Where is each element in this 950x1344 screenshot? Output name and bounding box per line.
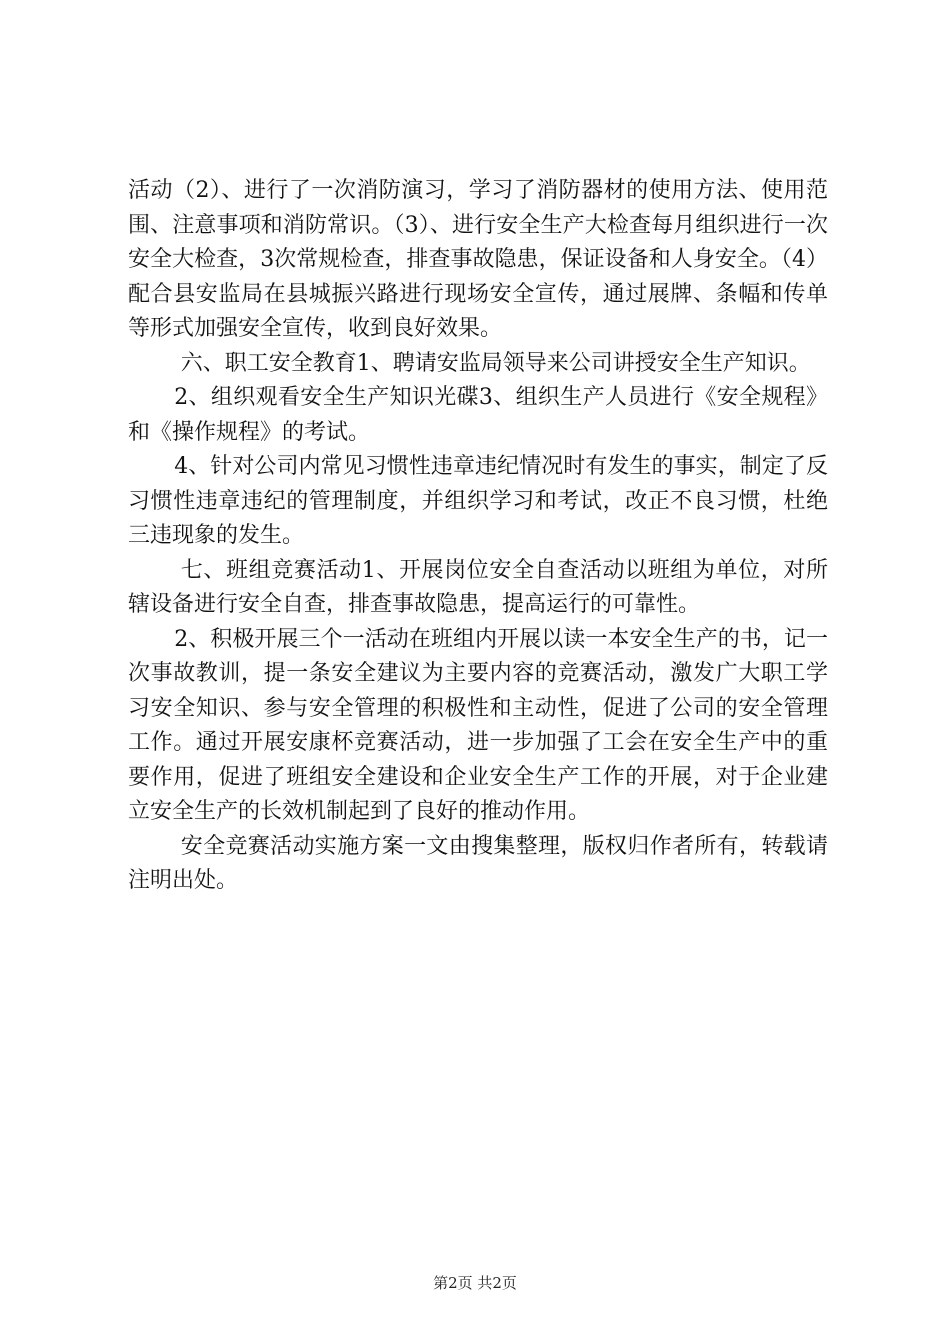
paragraph-training-video-exam: 2、组织观看安全生产知识光碟3、组织生产人员进行《安全规程》和《操作规程》的考试。 <box>128 385 828 445</box>
document-body <box>128 174 828 899</box>
paragraph-violation-management: 4、针对公司内常见习惯性违章违纪情况时有发生的事实，制定了反习惯性违章违纪的管理制度，并组织学习和考试，改正不良习惯，杜绝三违现象的发生。 <box>128 454 828 548</box>
page-number-footer: 第2页 共2页 <box>433 1274 517 1292</box>
paragraph-three-ones-activity: 2、积极开展三个一活动在班组内开展以读一本安全生产的书，记一次事故教训，提一条安全建议为主要内容的竞赛活动，激发广大职工学习安全知识、参与安全管理的积极性和主动性，促进了公司的安全管理工作。通过开展安康杯竞赛活动，进一步加强了工会在安全生产中的重要作用，促进了班组安全建设和企业安全生产工作的开展，对于企业建立安全生产的长效机制起到了良好的推动作用。 <box>128 626 828 824</box>
paragraph-copyright-notice: 安全竞赛活动实施方案一文由搜集整理，版权归作者所有，转载请注明出处。 <box>128 833 828 893</box>
paragraph-fire-drill-inspection: 活动（2）、进行了一次消防演习，学习了消防器材的使用方法、使用范围、注意事项和消防常识。（3）、进行安全生产大检查每月组织进行一次安全大检查，3次常规检查，排查事故隐患，保证设备和人身安全。（4）配合县安监局在县城振兴路进行现场安全宣传，通过展牌、条幅和传单等形式加强安全宣传，收到良好效果。 <box>128 178 828 341</box>
paragraph-staff-safety-education: 六、职工安全教育1、聘请安监局领导来公司讲授安全生产知识。 <box>180 350 811 376</box>
paragraph-team-competition: 七、班组竞赛活动1、开展岗位安全自查活动以班组为单位，对所辖设备进行安全自查，排查事故隐患，提高运行的可靠性。 <box>128 557 828 617</box>
